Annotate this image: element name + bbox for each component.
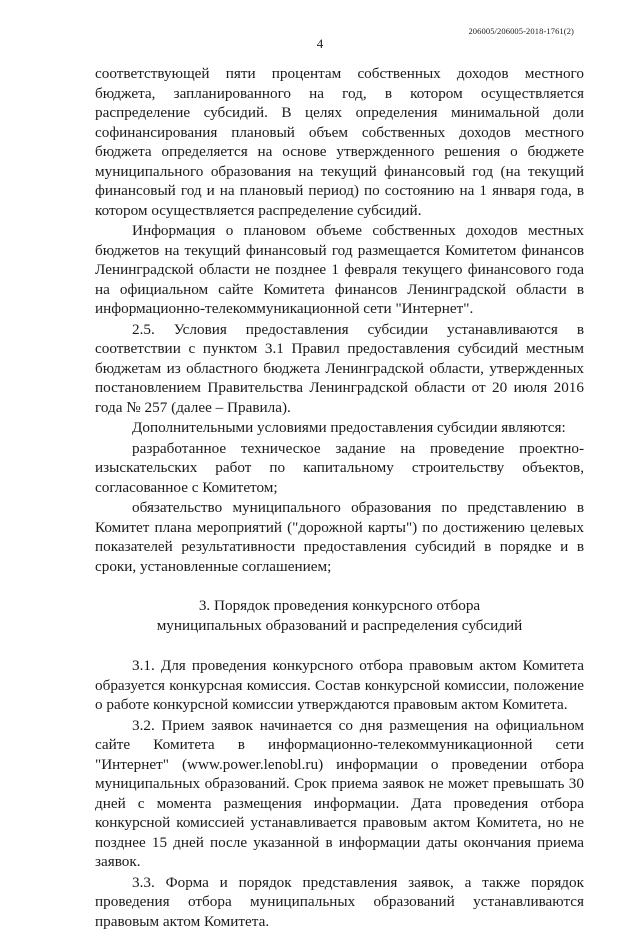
paragraph-continuation: соответствующей пяти процентам собственных доходов местного бюджета, запланированного на год, в котором осуществляется распределение субсидий. В целях определения минимальной доли софинансирования плановый объем собственных доходов местного бюджета определяется на основе утвержденного решения о бюджете муниципального образования на текущий финансовый год (на текущий финансовый год и на плановый период) по состоянию на 1 января года, в котором осуществляется распределение субсидий. [95, 64, 584, 220]
document-code: 206005/206005-2018-1761(2) [468, 26, 574, 36]
paragraph-additional-conditions: Дополнительными условиями предоставления субсидии являются: [95, 418, 584, 438]
section-heading [95, 596, 584, 636]
section-heading-line-2: муниципальных образований и распределения субсидий [95, 616, 584, 636]
document-body [95, 64, 584, 931]
paragraph-3-1: 3.1. Для проведения конкурсного отбора правовым актом Комитета образуется конкурсная комиссия. Состав конкурсной комиссии, положение о работе конкурсной комиссии утверждаются правовым актом Комитета. [95, 656, 584, 715]
page-number: 4 [0, 36, 640, 52]
paragraph-2-5-conditions: 2.5. Условия предоставления субсидии устанавливаются в соответствии с пунктом 3.1 Правил предоставления субсидий местным бюджетам из областного бюджета Ленинградской области, утвержденных постановлением Правительства Ленинградской области от 20 июля 2016 года № 257 (далее – Правила). [95, 320, 584, 418]
section-heading-line-1: 3. Порядок проведения конкурсного отбора [95, 596, 584, 616]
paragraph-3-3: 3.3. Форма и порядок представления заявок, а также порядок проведения отбора муниципальных образований устанавливаются правовым актом Комитета. [95, 873, 584, 931]
paragraph-obligation: обязательство муниципального образования по представлению в Комитет плана мероприятий ("дорожной карты") по достижению целевых показателей результативности предоставления субсидий в порядке и в сроки, установленные соглашением; [95, 498, 584, 576]
paragraph-3-2: 3.2. Прием заявок начинается со дня размещения на официальном сайте Комитета в информационно-телекоммуникационной сети "Интернет" (www.power.lenobl.ru) информации о проведении отбора муниципальных образований. Срок приема заявок не может превышать 30 дней с момента размещения информации. Дата проведения отбора конкурсной комиссией устанавливается правовым актом Комитета, но не позднее 15 дней после указанной в информации даты окончания приема заявок. [95, 716, 584, 872]
paragraph-budget-info: Информация о плановом объеме собственных доходов местных бюджетов на текущий финансовый год размещается Комитетом финансов Ленинградской области не позднее 1 февраля текущего финансового года на официальном сайте Комитета финансов Ленинградской области в информационно-телекоммуникационной сети "Интернет". [95, 221, 584, 319]
paragraph-technical-task: разработанное техническое задание на проведение проектно-изыскательских работ по капитальному строительству объектов, согласованное с Комитетом; [95, 439, 584, 498]
